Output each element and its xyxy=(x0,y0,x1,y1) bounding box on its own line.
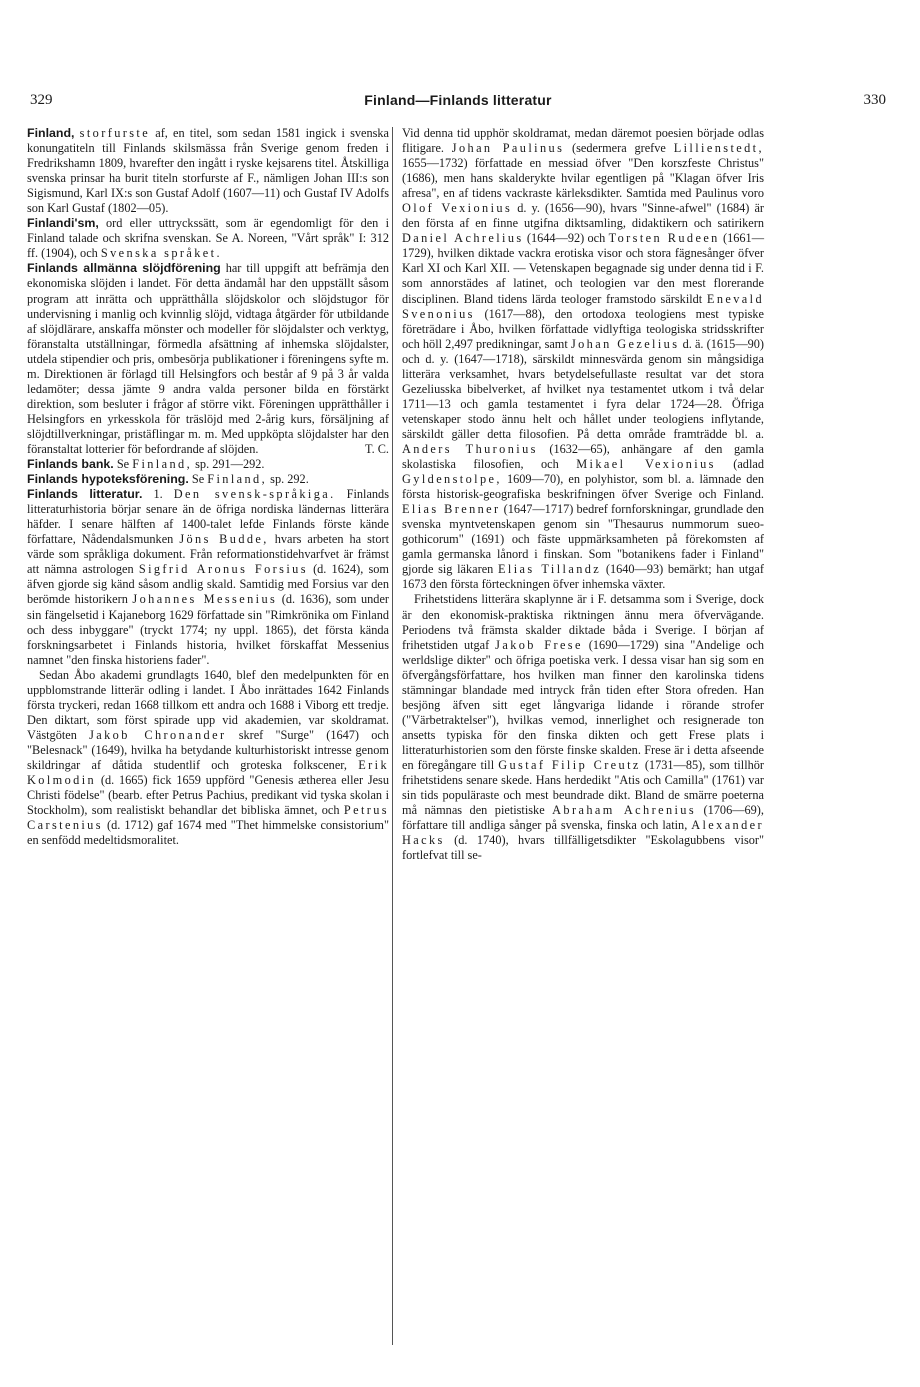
page-number-right: 330 xyxy=(863,92,886,108)
headword: Finlandi'sm, xyxy=(27,216,99,231)
entry-text: hvars arbeten ha stort värde som språkliga dokument. Från reformationstidehvarfvet är främst att nämna astrologen xyxy=(27,532,389,577)
entry-text: (d. 1624), som äfven gjorde sig känd såsom andlig skald. Samtidig med Forsius var den berömde historikern xyxy=(27,562,389,607)
paragraph-frihetstiden xyxy=(402,592,764,863)
spaced-text: Erik Kolmodin xyxy=(27,757,389,788)
entry-text: sp. 292. xyxy=(267,472,309,487)
entry-finlands-bank xyxy=(27,457,389,472)
entry-text: (1647—1717) bedref fornforskningar, grundlade den svenska myntvetenskapen genom sin "Thesaurus nummorum sueo-gothicorum" (1691) och fäste uppmärksamheten på förekomsten af gamla germanska lånord i finskan. Som "botanikens fader i Finland" gjorde sig läkaren xyxy=(402,502,765,577)
entry-text: 1609—70), en polyhistor, som bl. a. lämnade den första historisk-geografiska beskrifningen öfver Sverige och Finland. xyxy=(402,472,764,502)
entry-text: 1655—1732) författade en messiad öfver "Den korszfeste Christus" (1686), men hans skalderykte hvilar egentligen på "Klagan öfver Iris afresa", en af tidens vackraste kärleksdikter. Samtida med Paulinus voro xyxy=(402,156,764,201)
spaced-text: Finland, xyxy=(207,472,268,487)
headword: Finlands allmänna slöjdförening xyxy=(27,261,221,276)
page-header xyxy=(30,92,886,116)
paragraph-poesi xyxy=(402,126,764,592)
entry-text: d. ä. (1615—90) och d. y. (1647—1718), särskildt minnesvärda genom sin mångsidiga litterära verksamhet, hvars betydelsefullaste resultat var det stora Gezeliusska bibelverket, af hvilket nya testamentet utkom i två delar 1711—13 och gamla testamentet i fyra delar 1724—28. Öfriga vetenskaper stodo ännu helt och hållet under teologiens inflytande, särskildt gäller detta filosofien. På detta område framträdde bl. a. xyxy=(402,336,765,441)
entry-text: (d. 1712) gaf 1674 med "Thet himmelske consistorium" en senfödd medeltidsmoralitet. xyxy=(27,818,389,848)
entry-text: har till uppgift att befrämja den ekonomiska slöjden i landet. För detta ändamål har den uppställt såsom program att inrätta och upprätthålla slöjdskolor och slöjdstugor för undervisning i manlig och kvinnlig slöjd, vidtaga åtgärder för utbildande af slöjdlärare, anskaffa mönster och modeller för slöjdalster och verktyg, föranstalta utställningar, förmedla afsättning af inhemska slöjdalster, utdela stipendier och pris, ombesörja publikationer i föreningens syfte m. m. Direktionen är förlagd till Helsingfors och består af 9 på 3 år valda ledamöter; dessa jämte 9 andra valda personer bilda en förstärkt direktion, som besluter i frågor af större vikt. Föreningen upprätthåller i Helsingfors en yrkesskola för träslöjd med 2-årig kurs, försäljning af slöjdtillverkningar, pristäflingar m. m. Med uppköpta slöjdalster har den föranstaltat lotterier för befordrande af slöjden. xyxy=(27,261,390,456)
entry-text: (d. 1636), som under sin fängelsetid i Kajaneborg 1629 författade sin "Rimkrönika om Finland och dess inbyggare" (tryckt 1774; ny uppl. 1865), det första kända forskningsarbetet i Finlands historia, hvilket förskaffat Messenius namnet "den finska historiens fader". xyxy=(27,592,389,667)
entry-hypoteksforening xyxy=(27,472,389,487)
entry-finland-storfurste xyxy=(27,126,389,216)
entry-text: (1661—1729), hvilken diktade vackra erotiska visor och stora fägnesånger öfver Karl XI och Karl XII. — Vetenskapen begagnade sig under denna tid i F. som annorstädes af latinet, och teologien var den mest florerande disciplinen. Bland tidens lärda teologer framstodo särskildt xyxy=(402,231,764,306)
page-number-left: 329 xyxy=(30,92,53,108)
spaced-text: Svenska språket. xyxy=(100,246,222,261)
entry-text: Se xyxy=(188,472,208,487)
entry-text: sp. 291—292. xyxy=(192,457,265,472)
spaced-text: Johannes Messenius xyxy=(132,592,278,607)
spaced-text: Enevald Svenonius xyxy=(402,291,764,321)
entry-text: d. y. (1656—90), hvars "Sinne-afwel" (1684) är den första af en finne utgifna diktsamling, didaktikern och satirikern xyxy=(402,201,764,231)
spaced-text: Alexander Hacks xyxy=(402,818,764,848)
spaced-text: Finland, xyxy=(132,457,193,472)
column-divider xyxy=(392,127,393,1345)
headword: Finland, xyxy=(27,126,75,140)
headword: Finlands bank. xyxy=(27,457,114,472)
spaced-text: Jakob Frese xyxy=(495,637,583,652)
right-column xyxy=(402,126,764,863)
spaced-text: Elias Tillandz xyxy=(497,562,602,577)
entry-text: Finlands litteraturhistoria börjar senare än de öfriga nordiska ländernas litterära häfder. I senare hälften af 1400-talet lefde Finlands förste kände författare, Nådendalsmunken xyxy=(27,487,389,547)
spaced-text: Olof Vexionius xyxy=(402,201,513,216)
spaced-text: Daniel Achrelius xyxy=(402,231,524,246)
entry-text: Sedan Åbo akademi grundlagts 1640, blef den medelpunkten för en uppblomstrande litterär odling i landet. I Åbo inrättades 1642 Finlands första tryckeri, redan 1668 tillkom ett andra och 1688 i Viborg ett tredje. Den diktart, som först spirade upp vid akademien, var skoldramat. Västgöten xyxy=(27,667,389,742)
spaced-text: Sigfrid Aronus Forsius xyxy=(138,562,308,577)
author-signature: T. C. xyxy=(364,441,389,456)
spaced-text: Torsten Rudeen xyxy=(608,231,720,246)
spaced-text: Petrus Carstenius xyxy=(27,803,389,833)
entry-text: (1632—65), anhängare af den gamla skolastiska filosofien, och xyxy=(402,441,764,472)
paragraph-abo-akademi xyxy=(27,668,389,849)
spaced-text: Johan Gezelius xyxy=(570,336,680,351)
spaced-text: Den svensk-språkiga. xyxy=(173,487,336,502)
entry-finlandism xyxy=(27,216,389,261)
entry-text: (d. 1740), hvars tillfälligetsdikter "Eskolagubbens visor" fortlefvat till se- xyxy=(402,833,764,863)
spaced-text: Mikael Vexionius xyxy=(576,457,716,472)
spaced-text: Gustaf Filip Creutz xyxy=(498,757,641,772)
spaced-text: Abraham Achrenius xyxy=(552,803,697,818)
entry-text: (1617—88), den ortodoxa teologiens mest typiske företrädare i Åbo, hvilken författade vidlyftiga teologiska stridsskrifter och höll 2,497 predikningar, samt xyxy=(402,306,764,351)
headword: Finlands litteratur. xyxy=(27,487,143,502)
entry-text: (d. 1665) fick 1659 uppförd "Genesis ætherea eller Jesu Christi födelse" (bearb. efter Petrus Pachius, predikant vid tyska skolan i Stockholm), som realistiskt behandlar det bibliska ämnet, och xyxy=(27,773,389,818)
spaced-text: Anders Thuronius xyxy=(402,441,538,456)
entry-finlands-litteratur xyxy=(27,487,389,668)
entry-text: skref "Surge" (1647) och "Belesnack" (1649), hvilka ha betydande kulturhistoriskt intresse genom skildringar af dåtida studentlif och groteska folkscener, xyxy=(27,727,389,772)
spaced-text: Johan Paulinus xyxy=(451,141,565,156)
entry-text: af, en titel, som sedan 1581 ingick i svenska konungatiteln till Finlands skilsmässa från Sverige genom freden i Fredrikshamn 1809, hvarefter den ingått i ryske kejsarens titel. Åtskilliga svenska prinsar ha burit titeln storfurste af F., nämligen Johan III:s son Sigismund, Karl IX:s son Gustaf Adolf (1607—11) och Gustaf IV Adolfs son Karl Gustaf (1802—05). xyxy=(27,126,390,216)
left-column xyxy=(27,126,389,848)
running-title: Finland—Finlands litteratur xyxy=(364,92,552,108)
entry-text: (1690—1729) sina "Andelige och werldslige dikter" och öfriga poetiska verk. I dessa visar han sig som en öfvergångsförfattare, hos hvilken man finner den karolinska tidens stämningar blandade med intryck från tiden efter Stora ofreden. Han besjöng äfven sitt eget långvariga lidande i rörande strofer ("Värbetraktelser"), hvilkas vemod, innerlighet och resignerade ton ansetts typiska för den finska dikten och gett Frese plats i litteraturhistorien som den förste finske skalden. Frese är i detta afseende en föregångare till xyxy=(402,637,764,772)
entry-text: (adlad xyxy=(715,457,764,472)
spaced-text: Elias Brenner xyxy=(402,502,501,517)
entry-text: ord eller uttryckssätt, som är egendomligt för den i Finland talade och skrifna svenskan. Se A. Noreen, "Vårt språk" I: 312 ff. (1904), och xyxy=(27,216,389,261)
spaced-text: Jakob Chronander xyxy=(89,727,227,742)
spaced-text: Lillienstedt, xyxy=(673,141,764,156)
headword: Finlands hypoteksförening. xyxy=(27,472,189,487)
spaced-text: Jöns Budde, xyxy=(179,532,269,547)
entry-text: 1. xyxy=(142,487,174,502)
entry-text: (sedermera grefve xyxy=(564,141,674,156)
entry-text: Vid denna tid upphör skoldramat, medan däremot poesien började odlas flitigare. xyxy=(402,126,764,156)
entry-slojdforening xyxy=(27,261,389,457)
spaced-text: Gyldenstolpe, xyxy=(402,472,502,487)
entry-text: (1640—93) bemärkt; han utgaf 1673 den första förteckningen öfver inhemska växter. xyxy=(402,562,764,592)
entry-text: (1644—92) och xyxy=(523,231,609,246)
entry-text: (1706—69), författare till andliga sånger på svenska, finska och latin, xyxy=(402,803,764,833)
entry-text: Se xyxy=(113,457,133,472)
spaced-text: storfurste xyxy=(79,126,151,140)
entry-text: Frihetstidens litterära skaplynne är i F. detsamma som i Sverige, dock är den ekonomisk-praktiska riktningen ännu mera öfvervägande. Periodens två främsta skalder diktade båda i Sverige. I början af frihetstiden utgaf xyxy=(402,592,764,652)
entry-text: (1731—85), som tillhör frihetstidens senare skede. Hans herdedikt "Atis och Camilla" (1761) var sin tids populäraste och mest beundrade dikt. Bland de smärre poeterna må nämnas den pietistiske xyxy=(402,757,764,818)
